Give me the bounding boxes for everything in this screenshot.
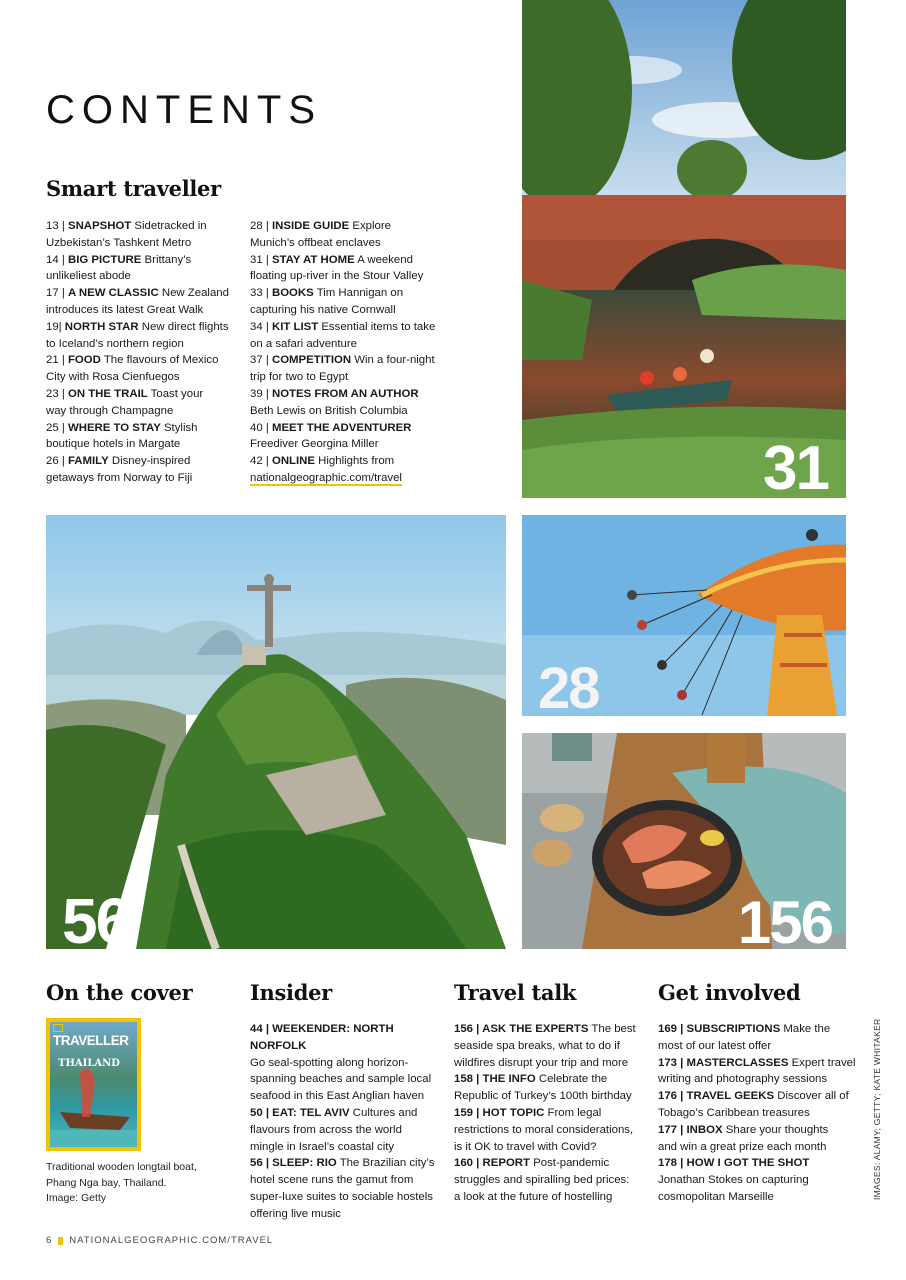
contents-line: spanning beaches and sample local	[250, 1073, 432, 1086]
contents-line: 44 | WEEKENDER: NORTH NORFOLK	[250, 1023, 394, 1052]
contents-line: 159 | HOT TOPIC From legal	[454, 1106, 602, 1119]
contents-line: offering live music	[250, 1207, 341, 1220]
contents-line: super-luxe suites to sociable hostels	[250, 1190, 433, 1203]
travel-talk-heading: Travel talk	[454, 980, 577, 1005]
page-title: CONTENTS	[46, 88, 322, 132]
contents-line: writing and photography sessions	[658, 1073, 828, 1086]
contents-entry: 39 | NOTES FROM AN AUTHOR Beth Lewis on British Columbia	[250, 387, 419, 417]
contents-line: 160 | REPORT Post-pandemic	[454, 1157, 610, 1170]
contents-line: and win a great prize each month	[658, 1140, 827, 1153]
image-credit: IMAGES: ALAMY; GETTY; KATE WHITAKER	[872, 1018, 882, 1200]
contents-line: Jonathan Stokes on capturing	[658, 1174, 809, 1187]
cover-subtitle: THAILAND	[58, 1058, 120, 1069]
contents-line: is it OK to travel with Covid?	[454, 1140, 597, 1153]
cover-caption-line: Traditional wooden longtail boat,	[46, 1161, 197, 1173]
contents-line: cosmopolitan Marseille	[658, 1190, 774, 1203]
contents-entry: 25 | WHERE TO STAY Stylish boutique hotels in Margate	[46, 421, 198, 451]
contents-entry: 34 | KIT LIST Essential items to take on a safari adventure	[250, 320, 436, 350]
contents-entry: 42 | ONLINE Highlights from nationalgeographic.com/travel	[250, 455, 402, 484]
get-involved-list	[658, 1021, 858, 1206]
page-number-31: 31	[763, 434, 828, 498]
cover-masthead: TRAVELLER	[53, 1033, 129, 1048]
contents-entry: 33 | BOOKS Tim Hannigan on capturing his native Cornwall	[250, 287, 404, 316]
travel-talk-list	[454, 1021, 654, 1206]
bridge-photo-art	[522, 0, 846, 498]
cover-caption	[46, 1160, 236, 1207]
smart-traveller-col1	[46, 218, 246, 487]
contents-line: flavours from across the world	[250, 1123, 402, 1136]
contents-line: seaside spa breaks, what to do if	[454, 1039, 620, 1052]
cover-caption-line: Phang Nga bay, Thailand.	[46, 1176, 167, 1189]
footer-url[interactable]: NATIONALGEOGRAPHIC.COM/TRAVEL	[69, 1235, 274, 1246]
contents-entry: 19| NORTH STAR New direct flights to Iceland’s northern region	[46, 320, 229, 350]
contents-line: 173 | MASTERCLASSES Expert travel	[658, 1056, 856, 1069]
contents-line: seafood in this East Anglian haven	[250, 1090, 425, 1103]
smart-traveller-heading: Smart traveller	[46, 176, 221, 201]
contents-line: hotel scene runs the gamut from	[250, 1174, 414, 1187]
cover-caption-line: Image: Getty	[46, 1192, 107, 1204]
contents-line: Tobago’s Caribbean treasures	[658, 1106, 810, 1119]
contents-line: mingle in Israel’s coastal city	[250, 1140, 395, 1153]
contents-line: restrictions to moral considerations,	[454, 1123, 634, 1136]
rio-photo-art	[46, 515, 506, 949]
online-link[interactable]: nationalgeographic.com/travel	[250, 471, 402, 484]
contents-entry: 21 | FOOD The flavours of Mexico City with Rosa Cienfuegos	[46, 354, 219, 384]
contents-entry: 23 | ON THE TRAIL Toast your way through Champagne	[46, 387, 204, 417]
page-number-156: 156	[737, 889, 832, 949]
contents-entry: 13 | SNAPSHOT Sidetracked in Uzbekistan’s Tashkent Metro	[46, 220, 207, 249]
get-involved-heading: Get involved	[658, 980, 801, 1005]
smart-traveller-col2	[250, 218, 450, 487]
contents-entry: 40 | MEET THE ADVENTURER Freediver Georgina Miller	[250, 421, 412, 451]
on-the-cover-heading: On the cover	[46, 980, 193, 1005]
longtail-boat-icon	[50, 1022, 137, 1147]
contents-line: 176 | TRAVEL GEEKS Discover all of	[658, 1090, 849, 1103]
contents-entry: 37 | COMPETITION Win a four-night trip for two to Egypt	[250, 354, 435, 384]
contents-line: Republic of Turkey’s 100th birthday	[454, 1090, 632, 1103]
page-number-28: 28	[538, 656, 599, 716]
contents-line: 177 | INBOX Share your thoughts	[658, 1123, 829, 1136]
contents-line: struggles and spiralling bed prices:	[454, 1174, 630, 1187]
footer-page-number: 6	[46, 1235, 53, 1246]
contents-line: a look at the future of hostelling	[454, 1190, 613, 1203]
bridge-photo	[522, 0, 846, 498]
contents-line: Go seal-spotting along horizon-	[250, 1056, 409, 1069]
contents-entry: 28 | INSIDE GUIDE Explore Munich’s offbeat enclaves	[250, 220, 391, 249]
contents-line: 178 | HOW I GOT THE SHOT	[658, 1157, 810, 1170]
contents-entry: 14 | BIG PICTURE Brittany’s unlikeliest abode	[46, 253, 192, 283]
rio-photo	[46, 515, 506, 949]
contents-line: wildfires disrupt your trip and more	[454, 1056, 629, 1069]
page-number-56: 56	[62, 885, 130, 949]
contents-line: 50 | EAT: TEL AVIV Cultures and	[250, 1106, 418, 1119]
magazine-cover	[46, 1018, 141, 1151]
footer-divider	[58, 1237, 63, 1245]
contents-entry: 17 | A NEW CLASSIC New Zealand introduces its latest Great Walk	[46, 287, 229, 316]
cover-image	[50, 1022, 137, 1147]
contents-line: 169 | SUBSCRIPTIONS Make the	[658, 1023, 831, 1035]
carousel-photo	[522, 515, 846, 716]
page-footer	[46, 1235, 273, 1246]
insider-heading: Insider	[250, 980, 332, 1005]
contents-entry: 31 | STAY AT HOME A weekend floating up-river in the Stour Valley	[250, 253, 424, 283]
contents-line: most of our latest offer	[658, 1039, 772, 1052]
contents-line: 156 | ASK THE EXPERTS The best	[454, 1023, 636, 1035]
contents-line: 56 | SLEEP: RIO The Brazilian city’s	[250, 1157, 435, 1170]
food-photo	[522, 733, 846, 949]
contents-line: 158 | THE INFO Celebrate the	[454, 1073, 608, 1086]
insider-list	[250, 1021, 450, 1223]
contents-entry: 26 | FAMILY Disney-inspired getaways from Norway to Fiji	[46, 455, 193, 484]
